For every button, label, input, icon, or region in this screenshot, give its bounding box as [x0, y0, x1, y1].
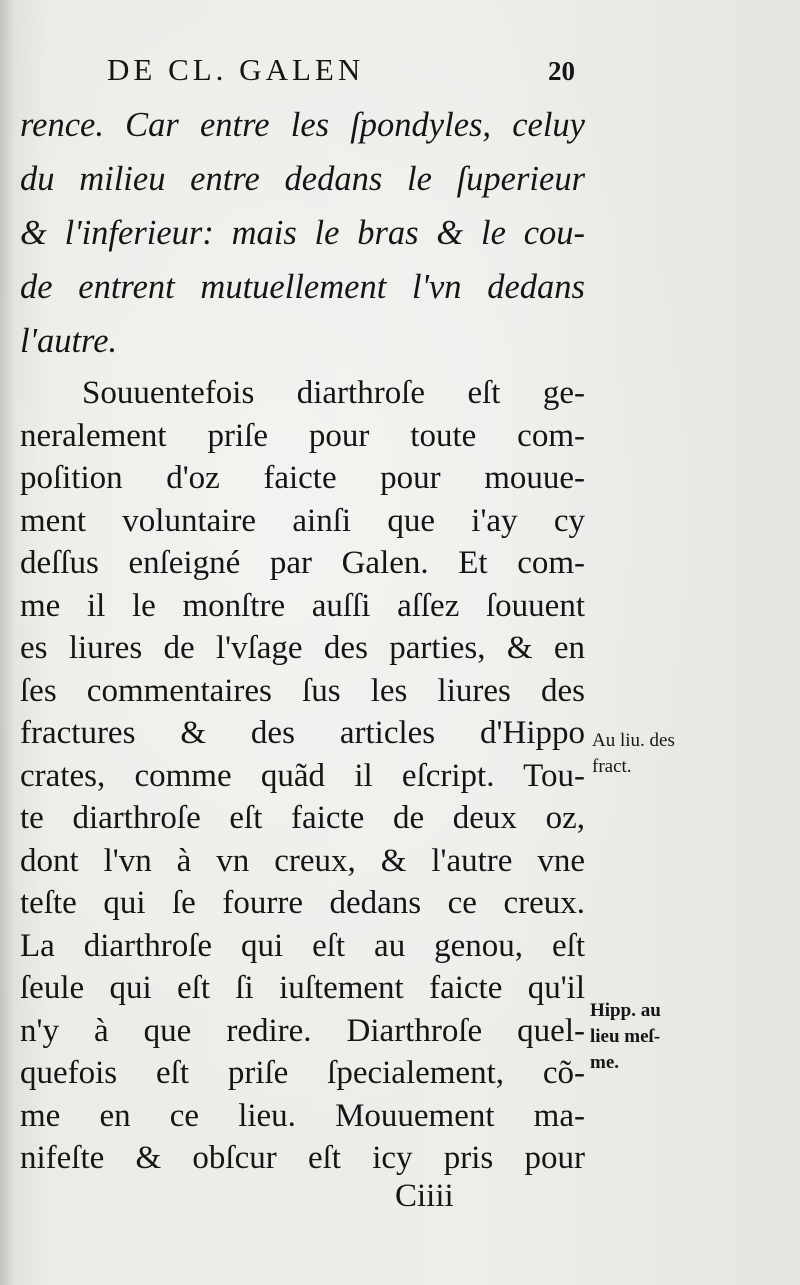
text-line: te diarthroſe eſt faicte de deux oz, — [20, 800, 585, 836]
page-gutter-shadow — [0, 0, 14, 1285]
text-line: es liures de l'vſage des parties, & en — [20, 630, 585, 666]
text-line: teſte qui ſe fourre dedans ce creux. — [20, 885, 585, 921]
text-line: n'y à que redire. Diarthroſe quel- — [20, 1012, 585, 1049]
text-line: neralement priſe pour toute com- — [20, 417, 585, 454]
running-head: DE CL. GALEN — [107, 52, 365, 87]
italic-passage — [20, 98, 585, 368]
text-line: crates, comme quãd il eſcript. Tou- — [20, 757, 585, 794]
margin-note — [590, 998, 661, 1076]
text-line: deſſus enſeigné par Galen. Et com- — [20, 545, 585, 581]
text-line: fractures & des articles d'Hippo — [20, 715, 585, 751]
text-line: l'autre. — [20, 322, 118, 360]
text-line: de entrent mutuellement l'vn dedans — [20, 268, 585, 306]
page-header — [95, 52, 575, 92]
text-line: ment voluntaire ainſi que i'ay cy — [20, 502, 585, 539]
text-line: ſes commentaires ſus les liures des — [20, 672, 585, 709]
text-line: Souuentefois diarthroſe eſt ge- — [82, 375, 585, 411]
text-line: me il le monſtre auſſi aſſez ſouuent — [20, 587, 585, 624]
text-line: du milieu entre dedans le ſuperieur — [20, 160, 585, 198]
text-line: ſeule qui eſt ſi iuſtement faicte qu'il — [20, 970, 585, 1006]
text-line: quefois eſt priſe ſpecialement, cõ- — [20, 1055, 585, 1091]
text-line: La diarthroſe qui eſt au genou, eſt — [20, 927, 585, 964]
margin-note-line: fract. — [592, 756, 632, 777]
text-line: dont l'vn à vn creux, & l'autre vne — [20, 842, 585, 879]
page-number: 20 — [548, 56, 575, 86]
text-line: & l'inferieur: mais le bras & le cou- — [20, 214, 585, 252]
margin-note-line: lieu meſ- — [590, 1026, 661, 1047]
roman-paragraph — [20, 372, 585, 1180]
margin-note — [592, 728, 675, 780]
text-line: poſition d'oz faicte pour mouue- — [20, 460, 585, 496]
text-line: rence. Car entre les ſpondyles, celuy — [20, 106, 585, 144]
margin-note-line: Hipp. au — [590, 1000, 661, 1021]
margin-note-line: Au liu. des — [592, 730, 675, 751]
signature-mark: Ciiii — [395, 1178, 454, 1214]
text-line: nifeſte & obſcur eſt icy pris pour — [20, 1140, 585, 1176]
text-line: me en ce lieu. Mouuement ma- — [20, 1097, 585, 1134]
margin-note-line: me. — [590, 1052, 620, 1073]
